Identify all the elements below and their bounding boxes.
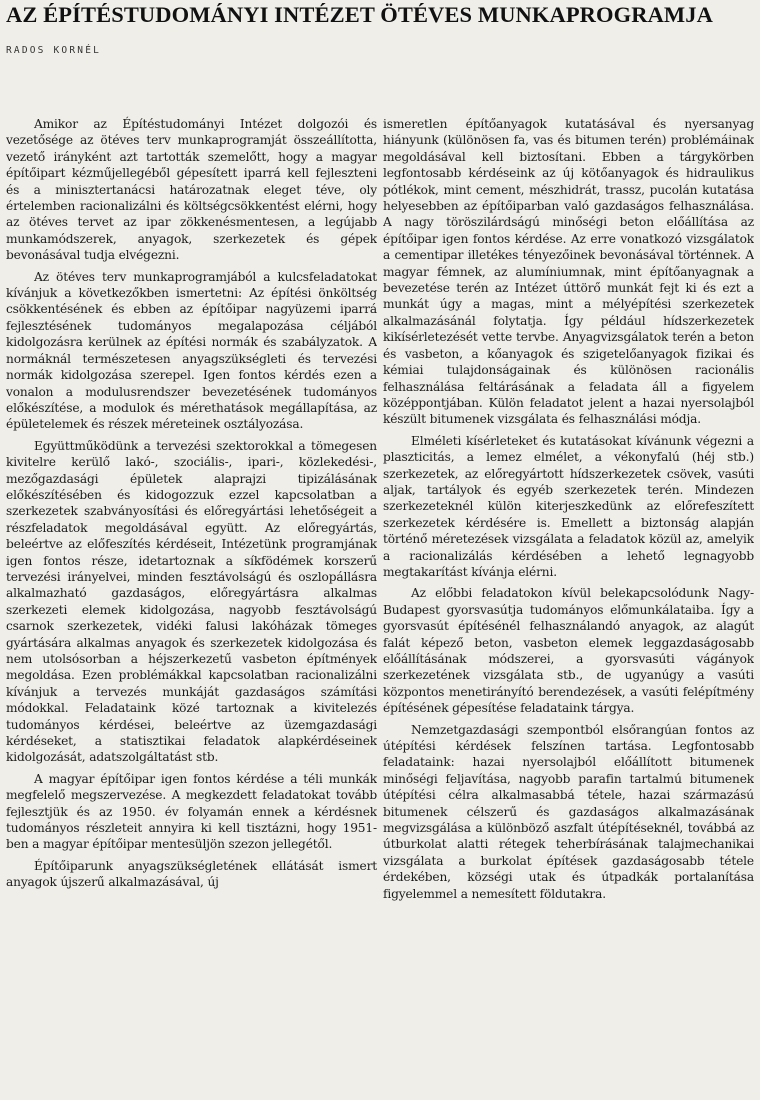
paragraph: Építőiparunk anyagszükségletének ellátását ismert anyagok újszerű alkalmazásával, új [6,858,377,890]
paragraph: Az ötéves terv munkaprogramjából a kulcsfeladatokat kívánjuk a következőkben ismertetni: Az építési önköltség csökkentésének és ebben az építőipar nagyüzemi iparrá fejlesztésének tudományos megalapozása céljából kidolgozásra kerülnek az építési normák és szabályzatok. A normáknál természetesen anyagszükségleti és tervezési normák kidolgozása szerepel. Igen fontos kérdés ezen a vonalon a modulusrendszer bevezetésének tudományos előkészítése, a modulok és mérethatások megállapítása, az épületelemek és részek méreteinek osztályozása. [6,269,377,432]
paragraph: Az előbbi feladatokon kívül belekapcsolódunk Nagy-Budapest gyorsvasútja tudományos előmunkálataiba. Így a gyorsvasút építésénél felhasználandó anyagok, az alagút falát képező beton, vasbeton elemek leggazdaságosabb előállításának módszerei, a gyorsvasúti vágányok szerkezetének vizsgálata stb., de ugyanúgy a vasúti központos menetirányító berendezések, a vasúti felépítmény építésének gépesítése feladataink tárgya. [383,586,754,716]
article-author: RADOS KORNÉL [6,45,102,56]
article-title: AZ ÉPÍTÉSTUDOMÁNYI INTÉZET ÖTÉVES MUNKAPROGRAMJA [6,2,713,27]
paragraph: Amikor az Építéstudományi Intézet dolgozói és vezetősége az ötéves terv munkaprogramját összeállította, vezető irányként azt tartották szemelőtt, hogy a magyar építőipart kézműjellegéből gépesített iparrá kell fejleszteni és a minisztertanácsi határozatnak eleget téve, oly értelemben racionalizálni és költségcsökkentést elérni, hogy az ötéves tervet az ipar zökkenésmentesen, a legújabb munkamódszerek, anyagok, szerkezetek és gépek bevonásával tudja elvégezni. [6,117,377,263]
right-column [383,116,754,1100]
paragraph: A magyar építőipar igen fontos kérdése a téli munkák megfelelő megszervezése. A megkezdett feladatokat tovább fejlesztjük és az 1950. év folyamán ennek a kérdésnek tudományos részleteit annyira ki kell tisztázni, hogy 1951-ben a magyar építőipar mentesüljön szezon jellegétől. [6,771,377,852]
left-column [6,116,377,1100]
paragraph: Elméleti kísérleteket és kutatásokat kívánunk végezni a plaszticitás, a lemez elmélet, a vékonyfalú (héj stb.) szerkezetek, az előregyártott hídszerkezetek csövek, vasúti aljak, tartályok és egyéb szerkezetek terén. Mindezen szerkezeteknél külön kiterjeszkedünk az előrefeszített szerkezetek kérdésére is. Emellett a biztonság alapján történő méretezések vizsgálata a feladatok közül az, amelyik a racionalizálás kérdésében a lehető legnagyobb megtakarítást kívánja elérni. [383,433,754,579]
paragraph: Nemzetgazdasági szempontból elsőrangúan fontos az útépítési kérdések felszínen tartása. Legfontosabb feladataink: hazai nyersolajból előállított bitumenek minőségi feljavítása, nagyobb parafin tartalmú bitumenek útépítési célra alkalmasabbá tétele, hazai származású bitumenek célszerű és gazdaságos alkalmazásának megvizsgálása a különböző aszfalt útépítéseknél, továbbá az útburkolat alatti rétegek teherbírásának talajmechanikai vizsgálata a burkolat építések gazdaságosabb tétele érdekében, községi utak és útpadkák portalanítása figyelemmel a nemesített földutakra. [383,722,754,901]
paragraph: ismeretlen építőanyagok kutatásával és nyersanyag hiányunk (különösen fa, vas és bitumen terén) problémáinak megoldásával kell biztosítani. Ebben a tárgykörben legfontosabb kérdéseink az új kötőanyagok és hidraulikus pótlékok, mint cement, mészhidrát, trassz, pucolán kutatása helyesebben az építőiparban való gazdaságos felhasználása. A nagy töröszilárdságú minőségi beton előállítása az építőipar igen fontos kérdése. Az erre vonatkozó vizsgálatok a cementipar illetékes tényezőinek bevonásával történnek. A magyar fémnek, az alumíniumnak, mint építőanyagnak a bevezetése terén az Intézet úttörő munkát fejt ki és ezt a munkát úgy a magas, mint a mélyépítési szerkezetek alkalmazásánál folytatja. Így például hídszerkezetek kikísérletezését vette tervbe. Anyagvizsgálatok terén a beton és vasbeton, a kőanyagok és szigetelőanyagok fizikai és kémiai tulajdonságainak és különösen racionális felhasználása feltárásának a feladata áll a figyelem középpontjában. Külön feladatot jelent a hazai nyersolajból készült bitumenek vizsgálata és felhasználási módja. [383,117,754,427]
article-body [6,116,754,1100]
paragraph: Együttműködünk a tervezési szektorokkal a tömegesen kivitelre kerülő lakó-, szociális-, ipari-, közlekedési-, mezőgazdasági épületek alaprajzi tipizálásának előkészítésében és kidogozzuk ezzel kapcsolatban a szerkezetek szabványosítási és előregyártási lehetőségeit a részfeladatok megoldásával együtt. Az előregyártás, beleértve az előfeszítés kérdéseit, Intézetünk programjának igen fontos része, idetartoznak a síkfödémek korszerű tervezési irányelvei, minden fesztávolságú és oszlopállásra alkalmazható gazdaságos, előregyártásra alkalmas szerkezeti elemek kidolgozása, nagyobb fesztávolságú csarnok szerkezetek, vidéki falusi lakóházak tömeges gyártására alkalmas anyagok és szerkezetek kidolgozása és nem utolsósorban a héjszerkezetű vasbeton építmények megoldása. Ezen problémákkal kapcsolatban racionalizálni kívánjuk a tervezés munkáját gazdaságos számítási módokkal. Feladataink közé tartoznak a kivitelezés tudományos kérdései, beleértve az üzemgazdasági kérdéseket, a statisztikai feladatok alapkérdéseinek kidolgozását, adatszolgáltatást stb. [6,438,377,765]
